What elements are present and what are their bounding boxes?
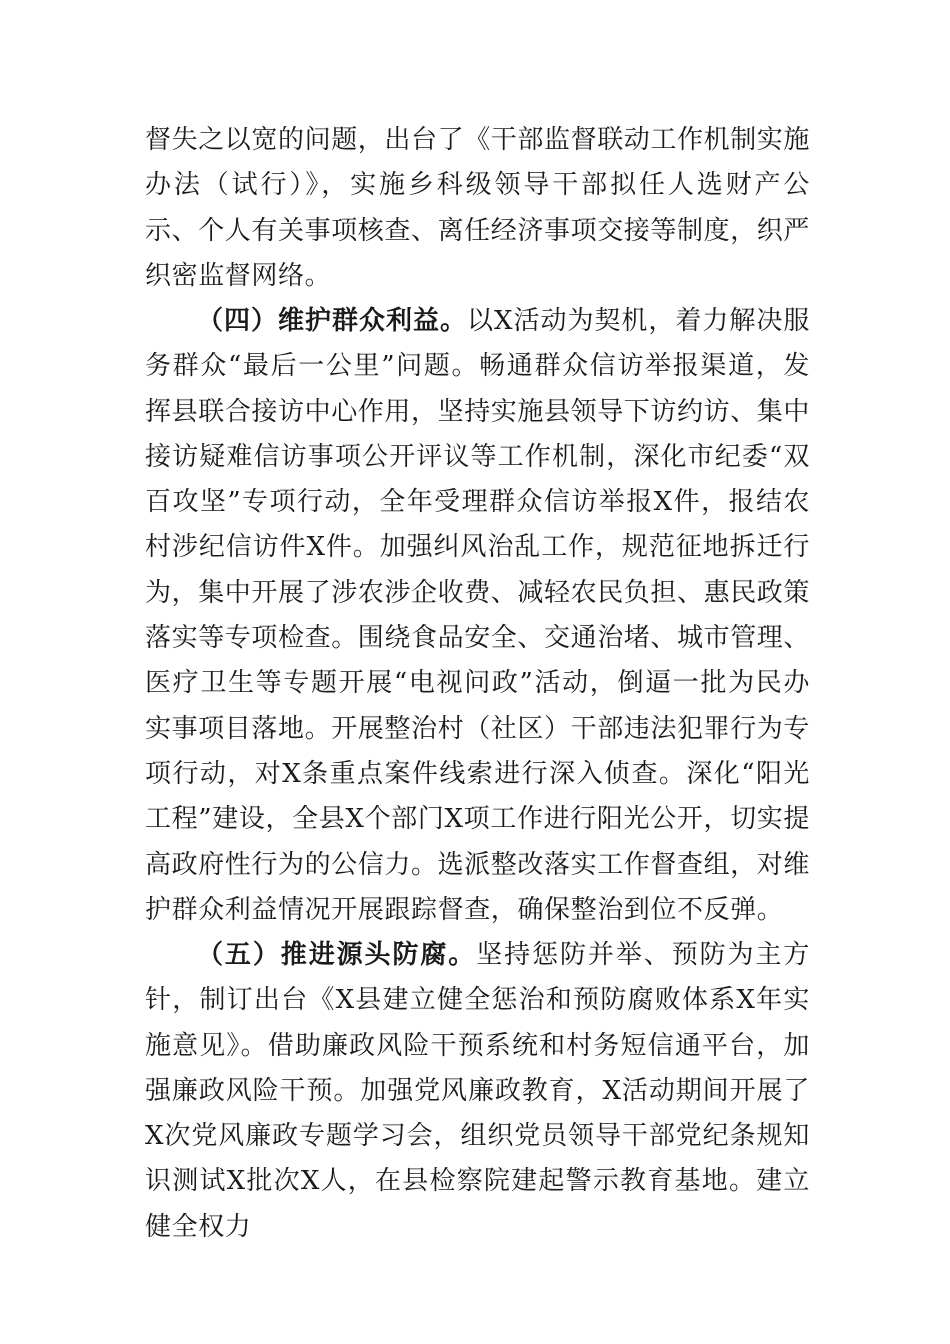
section-four-heading: （四）维护群众利益。 [197, 306, 467, 336]
paragraph-continuation: 督失之以宽的问题，出台了《干部监督联动工作机制实施办法（试行）》，实施乡科级领导干部拟任人选财产公示、个人有关事项核查、离任经济事项交接等制度，织严织密监督网络。 [145, 125, 811, 291]
section-four-body: 以X活动为契机，着力解决服务群众“最后一公里”问题。畅通群众信访举报渠道，发挥县联合接访中心作用，坚持实施县领导下访约访、集中接访疑难信访事项公开评议等工作机制，深化市纪委“双百攻坚”专项行动，全年受理群众信访举报X件，报结农村涉纪信访件X件。加强纠风治乱工作，规范征地拆迁行为，集中开展了涉农涉企收费、减轻农民负担、惠民政策落实等专项检查。围绕食品安全、交通治堵、城市管理、医疗卫生等专题开展“电视问政”活动，倒逼一批为民办实事项目落地。开展整治村（社区）干部违法犯罪行为专项行动，对X条重点案件线索进行深入侦查。深化“阳光工程”建设，全县X个部门X项工作进行阳光公开，切实提高政府性行为的公信力。选派整改落实工作督查组，对维护群众利益情况开展跟踪督查，确保整治到位不反弹。 [145, 306, 811, 925]
section-five-heading: （五）推进源头防腐。 [197, 940, 477, 970]
paragraph-section-five [145, 933, 810, 1250]
paragraph-section-four [145, 299, 810, 933]
section-five-body: 坚持惩防并举、预防为主方针，制订出台《X县建立健全惩治和预防腐败体系X年实施意见》。借助廉政风险干预系统和村务短信通平台，加强廉政风险干预。加强党风廉政教育，X活动期间开展了X次党风廉政专题学习会，组织党员领导干部党纪条规知识测试X批次X人，在县检察院建起警示教育基地。建立健全权力 [145, 940, 810, 1242]
